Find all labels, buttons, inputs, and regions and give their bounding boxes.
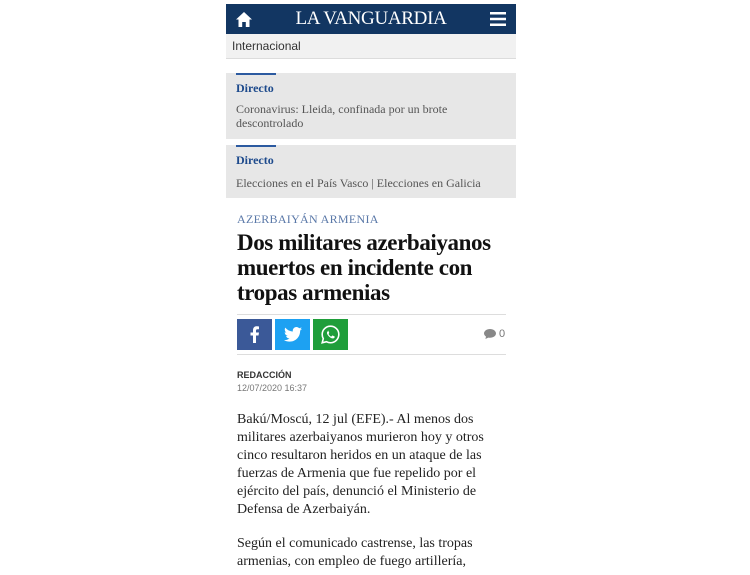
menu-button[interactable] xyxy=(480,4,516,34)
home-icon xyxy=(236,12,252,27)
home-button[interactable] xyxy=(226,4,262,34)
site-logo[interactable]: LA VANGUARDIA xyxy=(295,8,447,29)
live-card-accent-line xyxy=(236,145,276,147)
twitter-icon xyxy=(284,327,302,342)
live-card-accent-line xyxy=(236,73,276,75)
twitter-share-button[interactable] xyxy=(275,319,310,350)
live-card-text[interactable]: Elecciones en el País Vasco | Elecciones en Galicia xyxy=(236,176,481,190)
facebook-share-button[interactable] xyxy=(237,319,272,350)
divider xyxy=(237,314,506,315)
share-buttons xyxy=(237,319,348,350)
section-label[interactable]: Internacional xyxy=(232,39,301,53)
comment-bubble-icon xyxy=(484,329,496,339)
section-breadcrumb[interactable] xyxy=(226,34,516,59)
divider xyxy=(237,354,506,355)
article-date: 12/07/2020 16:37 xyxy=(237,383,308,393)
comments-link[interactable] xyxy=(484,328,505,340)
live-tag[interactable]: Directo xyxy=(236,81,274,95)
hamburger-menu-icon xyxy=(490,12,506,26)
article-paragraph: Según el comunicado castrense, las tropas armenias, con empleo de fuego artillería, xyxy=(237,536,473,569)
comments-count[interactable]: 0 xyxy=(499,328,506,340)
live-card-text[interactable]: Coronavirus: Lleida, confinada por un brote descontrolado xyxy=(236,102,448,130)
mobile-page xyxy=(226,0,516,575)
article-author: REDACCIÓN xyxy=(237,370,292,380)
live-tag[interactable]: Directo xyxy=(236,153,274,167)
live-card-coronavirus[interactable] xyxy=(226,73,516,139)
whatsapp-icon xyxy=(321,325,340,344)
facebook-icon xyxy=(250,326,259,343)
live-card-elecciones[interactable] xyxy=(226,145,516,198)
article-paragraph: Bakú/Moscú, 12 jul (EFE).- Al menos dos militares azerbaiyanos murieron hoy y otros cinco resultaron heridos en un ataque de las fuerzas de Armenia que fue repelido por el ejército del país, denunció el Ministerio de Defensa de Azerbaiyán. xyxy=(237,412,484,517)
article-headline: Dos militares azerbaiyanos muertos en incidente con tropas armenias xyxy=(237,230,491,305)
article-kicker[interactable]: AZERBAIYÁN ARMENIA xyxy=(237,212,379,226)
whatsapp-share-button[interactable] xyxy=(313,319,348,350)
top-navigation-bar xyxy=(226,4,516,34)
